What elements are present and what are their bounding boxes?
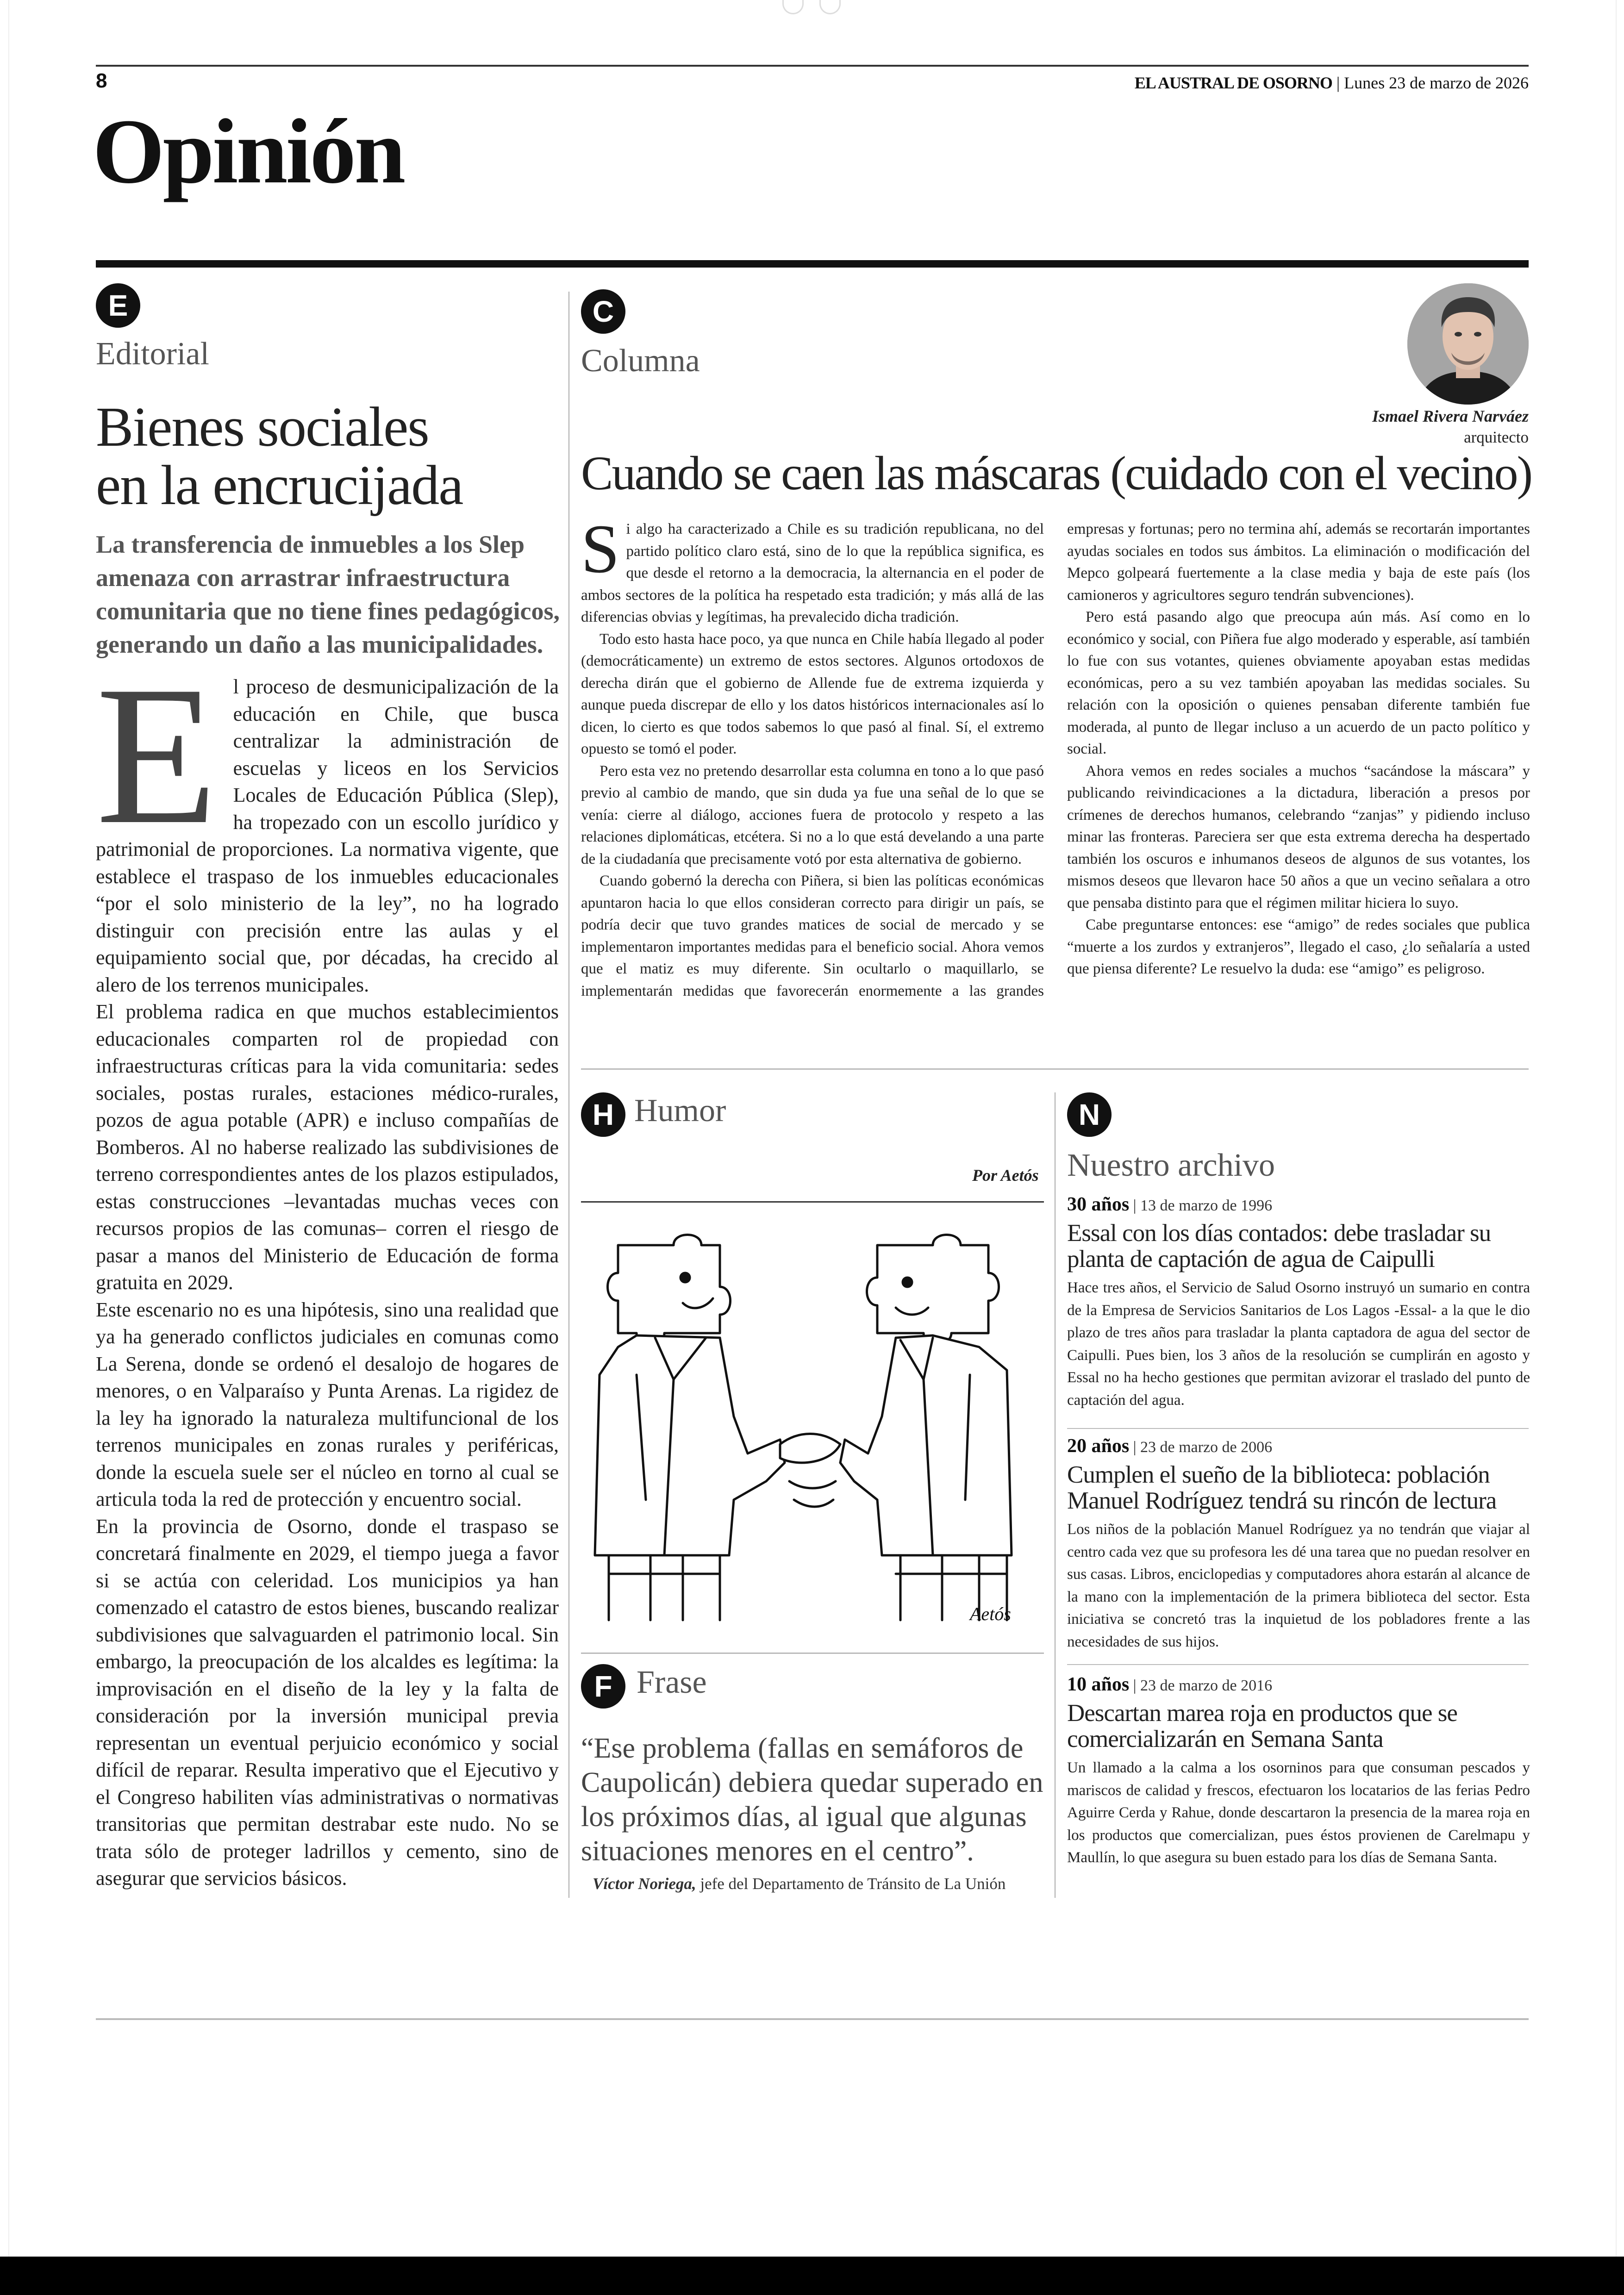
- editorial-badge: E: [96, 283, 140, 328]
- paragraph: Pero está pasando algo que preocupa aún más. Así como en lo económico y social, con Piñera fue algo moderado y esperable, así también lo fue con sus votantes, quienes obviamente apoyaban estas medidas económicas, pero a su vez también apoyaban las medidas sociales. Su relación con la oposición o quienes pensaban diferente también fue moderada, al punto de llegar incluso a un acuerdo de un pacto político y social.: [1067, 609, 1530, 757]
- archive-headline: Cumplen el sueño de la biblioteca: población Manuel Rodríguez tendrá su rincón de lectura: [1067, 1461, 1497, 1514]
- editorial-headline: [96, 398, 559, 515]
- column-divider: [568, 292, 569, 1898]
- column-kicker: Columna: [581, 343, 700, 379]
- author-role: arquitecto: [1464, 428, 1529, 446]
- frase-attribution: [593, 1875, 1006, 1893]
- editorial-lede: La transferencia de inmuebles a los Slep amenaza con arrastrar infraestructura comunitaria que no tiene fines pedagógicos, generando un daño a las municipalidades.: [96, 530, 560, 658]
- page-dot[interactable]: [782, 0, 804, 14]
- editorial-body: [96, 645, 559, 1892]
- archive-headline: Essal con los días contados: debe trasladar su planta de captación de agua de Caipulli: [1067, 1220, 1491, 1272]
- paragraph: Este escenario no es una hipótesis, sino una realidad que ya ha generado conflictos judiciales en comunas como La Serena, donde se ordenó el desalojo de hogares de menores, o en Valparaíso y Punta Arenas. La rigidez de la ley ha ignorado la naturaleza multifuncional de los terrenos municipales en zonas rurales y periféricas, donde la escuela suele ser el núcleo en torno al cual se articula toda la red de protección y encuentro social.: [96, 1298, 559, 1510]
- archive-headline: Descartan marea roja en productos que se comercializarán en Semana Santa: [1067, 1700, 1457, 1752]
- paragraph: Cabe preguntarse entonces: ese “amigo” de redes sociales que publica “muerte a los zurdos y extranjeros”, llegado el caso, ¿lo señalaría a usted que piensa diferente? Le resuelvo la duda: ese “amigo” es peligroso.: [1067, 917, 1530, 977]
- paragraph: l proceso de desmunicipalización de la educación en Chile, que busca centralizar la administración de escuelas y liceos en los Servicios Locales de Educación Pública (Slep), ha tropezado con un escollo jurídico y patrimonial de proporciones. La normativa vigente, que establece el traspaso de los inmuebles educacionales “por el solo ministerio de la ley”, no ha logrado distinguir con precisión entre las aulas y el equipamiento social que, por décadas, ha crecido al alero de los terrenos municipales.: [96, 675, 559, 996]
- author-name: Ismael Rivera Narváez: [1372, 407, 1529, 425]
- editorial-kicker: Editorial: [96, 336, 209, 372]
- column-headline: Cuando se caen las máscaras (cuidado con el vecino): [581, 447, 1532, 500]
- drop-cap: E: [96, 645, 218, 866]
- author-portrait: [1407, 283, 1529, 405]
- quote-author-role: jefe del Departamento de Tránsito de La Unión: [696, 1875, 1006, 1893]
- headline-line: Bienes sociales: [96, 396, 429, 458]
- archive-item: [1067, 1673, 1530, 1869]
- header-rule: [96, 65, 1529, 67]
- archive-item: [1067, 1435, 1530, 1653]
- newspaper-name: EL AUSTRAL DE OSORNO: [1134, 74, 1332, 92]
- archive-body: Los niños de la población Manuel Rodríguez ya no tendrán que viajar al centro cada vez que su profesora les dé una tarea que no puedan resolver en sus casas. Libros, enciclopedias y computadores ahora estarán al alcance de la mano con la implementación de la primera biblioteca del sector. Esta iniciativa se concretó tras la inquietud de los pobladores frente a las necesidades de sus hijos.: [1067, 1521, 1530, 1650]
- column-badge: C: [581, 289, 625, 334]
- humor-byline: Por Aetós: [972, 1166, 1039, 1185]
- humor-cartoon: [581, 1222, 1044, 1629]
- headline-line: en la encrucijada: [96, 454, 463, 517]
- archive-date: 30 años | 13 de marzo de 1996: [1067, 1194, 1273, 1215]
- humor-badge: H: [581, 1092, 625, 1137]
- paragraph: Cuando gobernó la derecha con Piñera, si bien las políticas económicas apuntaron hacia lo que ellos consideran correcto para dirigir un país, se podría decir que tuvo grandes matices de social de mercado y se implementaron importantes medidas para el beneficio social. Ahora vemos que el matiz es muy diferente. Sin ocultarlo o maquillarlo, se implementarán medidas que favorecerán enormemente a las grandes empresas y fortunas; pero no termina ahí, además se recortarán importantes ayudas sociales en todos sus ámbitos. La eliminación o modificación del Mepco golpeará fuertemente a la clase media y baja de este país (los camioneros y agricultores seguro tendrán subvenciones).: [581, 521, 1530, 999]
- issue-date: | Lunes 23 de marzo de 2026: [1336, 74, 1529, 92]
- paragraph: Ahora vemos en redes sociales a muchos “sacándose la máscara” y publicando reivindicaciones a la dictadura, liberación a presos por crímenes de derechos humanos, celebrando “zanjas” y pidiendo incluso minar las fronteras. Pareciera ser que esta extrema derecha ha despertado también los oscuros e inhumanos deseos de algunos de sus votantes, los mismos deseos que llevaron hace 50 años a que un vecino señalara a otro que pensaba distinto para que el régimen militar hiciera lo suyo.: [1067, 762, 1530, 911]
- section-rule: [96, 260, 1529, 268]
- archive-date: 20 años | 23 de marzo de 2006: [1067, 1435, 1273, 1457]
- cartoon-signature: Aetós: [970, 1603, 1011, 1624]
- paragraph: Pero esta vez no pretendo desarrollar esta columna en tono a lo que pasó previo al cambio de mando, que sin duda ya fue una señal de lo que se venía: cierre al diálogo, acciones fuera de protocolo y respeto a las relaciones diplomáticas, etcétera. Si no a lo que está develando a una parte de la ciudadanía que precisamente votó por esta alternativa de gobierno.: [581, 762, 1044, 867]
- archive-separator: [1067, 1428, 1529, 1429]
- paragraph: Todo esto hasta hace poco, ya que nunca en Chile había llegado al poder (democráticamente) un extremo de estos sectores. Algunos ortodoxos de derecha dirán que el gobierno de Allende fue de extrema izquierda y aunque pueda discrepar de ello y los datos históricos internacionales así lo dicen, lo cierto es que todos sabemos lo que pasó al final. Sí, el extremo opuesto se tomó el poder.: [581, 630, 1044, 757]
- archive-item: [1067, 1193, 1530, 1411]
- page-edge-right: [1616, 0, 1617, 2257]
- paragraph: i algo ha caracterizado a Chile es su tradición republicana, no del partido político claro está, sino de lo que la república significa, es que desde el retorno a la democracia, la alternancia en el poder de ambos sectores de la política ha respetado esta tradición; y más allá de las diferencias obvias y legítimas, ha prevalecido dicha tradición.: [581, 521, 1044, 625]
- humor-rule: [581, 1201, 1044, 1203]
- paragraph: El problema radica en que muchos establecimientos educacionales comparten rol de propiedad con infraestructuras críticas para la vida comunitaria: sedes sociales, postas rurales, estaciones médico-rurales, pozos de agua potable (APR) e incluso compañías de Bomberos. Al no haberse realizado las subdivisiones de terreno correspondientes antes de los plazos estipulados, estas construcciones –levantadas muchas veces con recursos propios de las comunas– corren el riesgo de pasar a manos del Ministerio de Educación de forma gratuita en 2029.: [96, 1000, 559, 1294]
- masthead: [1135, 73, 1529, 93]
- page-dot[interactable]: [819, 0, 841, 14]
- frase-kicker: Frase: [637, 1665, 707, 1700]
- column-divider: [1055, 1092, 1056, 1898]
- archivo-badge: N: [1067, 1092, 1112, 1137]
- humor-kicker: Humor: [634, 1093, 726, 1129]
- paragraph: En la provincia de Osorno, donde el traspaso se concretará finalmente en 2029, el tiempo juega a favor si se actúa con celeridad. Los municipios ya han comenzado el catastro de estos bienes, buscando realizar subdivisiones que salvaguarden el patrimonio local. Sin embargo, la preocupación de los alcaldes es legítima: la improvisación en el diseño de la ley y la falta de consideración por la inversión municipal previa representan un eventual perjuicio económico y social difícil de reparar. Resulta imperativo que el Ejecutivo y el Congreso habiliten vías administrativas o normativas transitorias que permitan destrabar este nudo. No se trata sólo de proteger ladrillos y cemento, sino de asegurar que servicios básicos.: [96, 1515, 559, 1890]
- archivo-kicker: Nuestro archivo: [1067, 1148, 1275, 1183]
- viewer-page-indicator[interactable]: [782, 0, 847, 14]
- section-title: Opinión: [93, 100, 404, 203]
- footer-rule: [96, 2018, 1529, 2020]
- page-edge-left: [8, 0, 9, 2257]
- section-separator: [581, 1068, 1529, 1070]
- frase-quote: “Ese problema (fallas en semáforos de Caupolicán) debiera quedar superado en los próximos días, al igual que algunas situaciones menores en el centro”.: [581, 1733, 1043, 1867]
- frase-badge: F: [581, 1664, 625, 1709]
- archive-date: 10 años | 23 de marzo de 2016: [1067, 1674, 1273, 1695]
- page-number: 8: [96, 69, 107, 92]
- viewer-bottom-bar: [0, 2257, 1624, 2295]
- quote-author: Víctor Noriega,: [593, 1875, 696, 1893]
- archive-body: Un llamado a la calma a los osorninos para que consuman pescados y mariscos de calidad y frescos, efectuaron los locatarios de las ferias Pedro Aguirre Cerda y Rahue, donde descartaron la presencia de la marea roja en los productos que comercializan, pues éstos provienen de Carelmapu y Maullín, lo que asegura su buen estado para los días de Semana Santa.: [1067, 1759, 1530, 1866]
- section-separator: [581, 1653, 1044, 1654]
- drop-cap: S: [581, 511, 620, 587]
- archive-body: Hace tres años, el Servicio de Salud Osorno instruyó un sumario en contra de la Empresa de Servicios Sanitarios de Los Lagos -Essal- a la que le dio plazo de tres años para trasladar la planta captadora de agua del sector de Caipulli. Pues bien, los 3 años de la resolución se cumplirán en agosto y Essal no ha hecho gestiones que permitan avizorar el traslado del punto de captación del agua.: [1067, 1279, 1530, 1409]
- archive-separator: [1067, 1664, 1529, 1665]
- column-body: [581, 511, 1530, 1002]
